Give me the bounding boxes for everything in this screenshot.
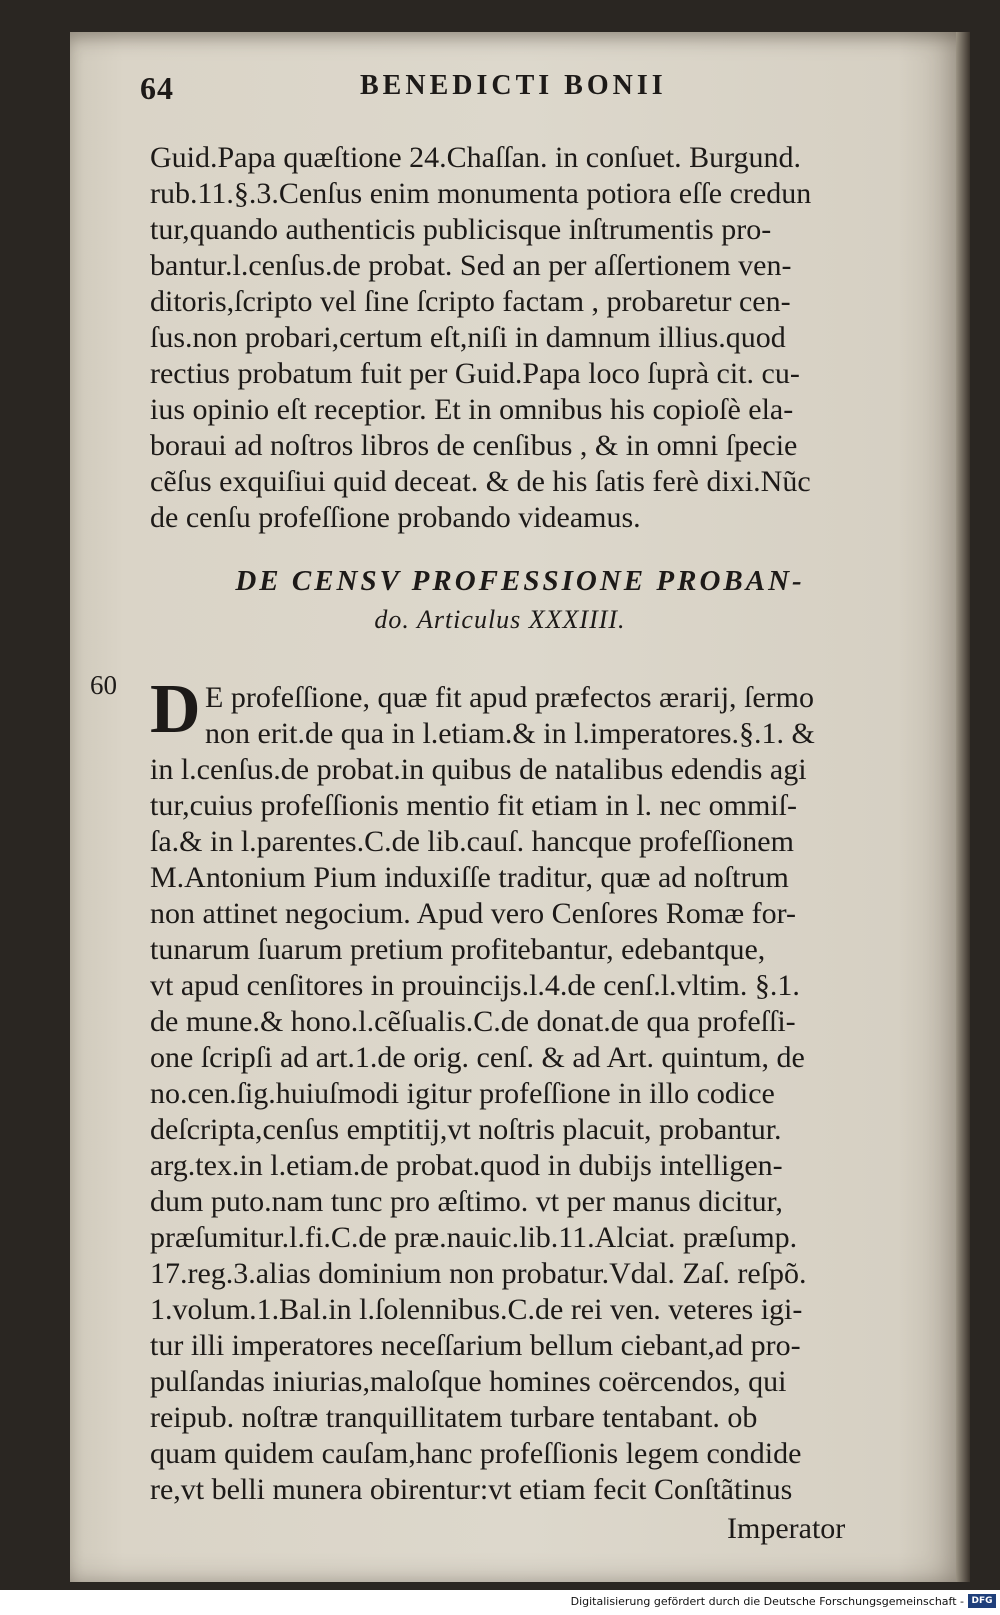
page-header bbox=[140, 70, 840, 110]
catchword: Imperator bbox=[727, 1512, 846, 1545]
text-line: Guid.Papa quæſtione 24.Chaſſan. in conſuet. Burgund. bbox=[150, 141, 802, 174]
text-line: tunarum ſuarum pretium profitebantur, edebantque, bbox=[150, 933, 766, 966]
text-line: no.cen.ſig.huiuſmodi igitur profeſſione in illo codice bbox=[150, 1077, 775, 1110]
text-line: de cenſu profeſſione probando videamus. bbox=[150, 501, 641, 534]
text-line: M.Antonium Pium induxiſſe traditur, quæ ad noſtrum bbox=[150, 861, 789, 894]
dfg-logo-icon: DFG bbox=[968, 1594, 996, 1608]
text-line: pulſandas iniurias,maloſque homines coërcendos, qui bbox=[150, 1365, 787, 1398]
text-line: non attinet negocium. Apud vero Cenſores Romæ for- bbox=[150, 897, 796, 930]
text-line: tur illi imperatores neceſſarium bellum ciebant,ad pro- bbox=[150, 1329, 801, 1362]
article-body bbox=[150, 680, 850, 1508]
text-line: tur,quando authenticis publicisque inſtrumentis pro- bbox=[150, 213, 772, 246]
text-line: de mune.& hono.l.cẽſualis.C.de donat.de qua profeſſi- bbox=[150, 1005, 796, 1038]
text-line: vt apud cenſitores in prouincijs.l.4.de cenſ.l.vltim. §.1. bbox=[150, 969, 800, 1002]
text-line: in l.cenſus.de probat.in quibus de natalibus edendis agi bbox=[150, 753, 807, 786]
text-line: one ſcripſi ad art.1.de orig. cenſ. & ad Art. quintum, de bbox=[150, 1041, 805, 1074]
drop-cap: D bbox=[150, 671, 201, 748]
section-subheading: do. Articulus XXXIIII. bbox=[374, 605, 626, 634]
text-line: 17.reg.3.alias dominium non probatur.Vdal. Zaſ. reſpõ. bbox=[150, 1257, 807, 1290]
section-heading: DE CENSV PROFESSIONE PROBAN- bbox=[235, 565, 805, 597]
text-line: tur,cuius profeſſionis mentio fit etiam in l. nec ommiſ- bbox=[150, 789, 798, 822]
text-line: cẽſus exquiſiui quid deceat. & de his ſatis ferè dixi.Nũc bbox=[150, 465, 811, 498]
digitization-footer bbox=[0, 1590, 1000, 1615]
text-line: deſcripta,cenſus emptitij,vt noſtris placuit, probantur. bbox=[150, 1113, 782, 1146]
running-head: BENEDICTI BONII bbox=[360, 70, 667, 101]
text-line: E profeſſione, quæ fit apud præfectos ærarij, ſermo bbox=[205, 681, 815, 714]
text-line: ditoris,ſcripto vel ſine ſcripto factam , probaretur cen- bbox=[150, 285, 791, 318]
text-line: ſa.& in l.parentes.C.de lib.cauſ. hancque profeſſionem bbox=[150, 825, 794, 858]
text-line: non erit.de qua in l.etiam.& in l.imperatores.§.1. & bbox=[205, 717, 815, 750]
margin-note: 60 bbox=[90, 670, 117, 700]
page-number: 64 bbox=[140, 70, 174, 106]
text-line: re,vt belli munera obirentur:vt etiam fecit Conſtãtinus bbox=[150, 1473, 793, 1506]
text-line: præſumitur.l.fi.C.de præ.nauic.lib.11.Alciat. præſump. bbox=[150, 1221, 798, 1254]
footer-credit: Digitalisierung gefördert durch die Deutsche Forschungsgemeinschaft - bbox=[570, 1595, 964, 1608]
text-line: rub.11.§.3.Cenſus enim monumenta potiora eſſe credun bbox=[150, 177, 812, 210]
text-line: boraui ad noſtros libros de cenſibus , & in omni ſpecie bbox=[150, 429, 798, 462]
page-gutter-shadow bbox=[956, 32, 970, 1582]
text-line: rectius probatum fuit per Guid.Papa loco ſuprà cit. cu- bbox=[150, 357, 800, 390]
text-line: quam quidem cauſam,hanc profeſſionis legem condide bbox=[150, 1437, 802, 1470]
text-line: dum puto.nam tunc pro æſtimo. vt per manus dicitur, bbox=[150, 1185, 783, 1218]
text-line: reipub. noſtræ tranquillitatem turbare tentabant. ob bbox=[150, 1401, 758, 1434]
text-line: 1.volum.1.Bal.in l.ſolennibus.C.de rei ven. veteres igi- bbox=[150, 1293, 803, 1326]
text-line: ius opinio eſt receptior. Et in omnibus his copioſè ela- bbox=[150, 393, 794, 426]
text-line: bantur.l.cenſus.de probat. Sed an per aſſertionem ven- bbox=[150, 249, 792, 282]
text-line: arg.tex.in l.etiam.de probat.quod in dubijs intelligen- bbox=[150, 1149, 783, 1182]
text-line: ſus.non probari,certum eſt,niſi in damnum illius.quod bbox=[150, 321, 786, 354]
paragraph-continued bbox=[150, 140, 850, 536]
